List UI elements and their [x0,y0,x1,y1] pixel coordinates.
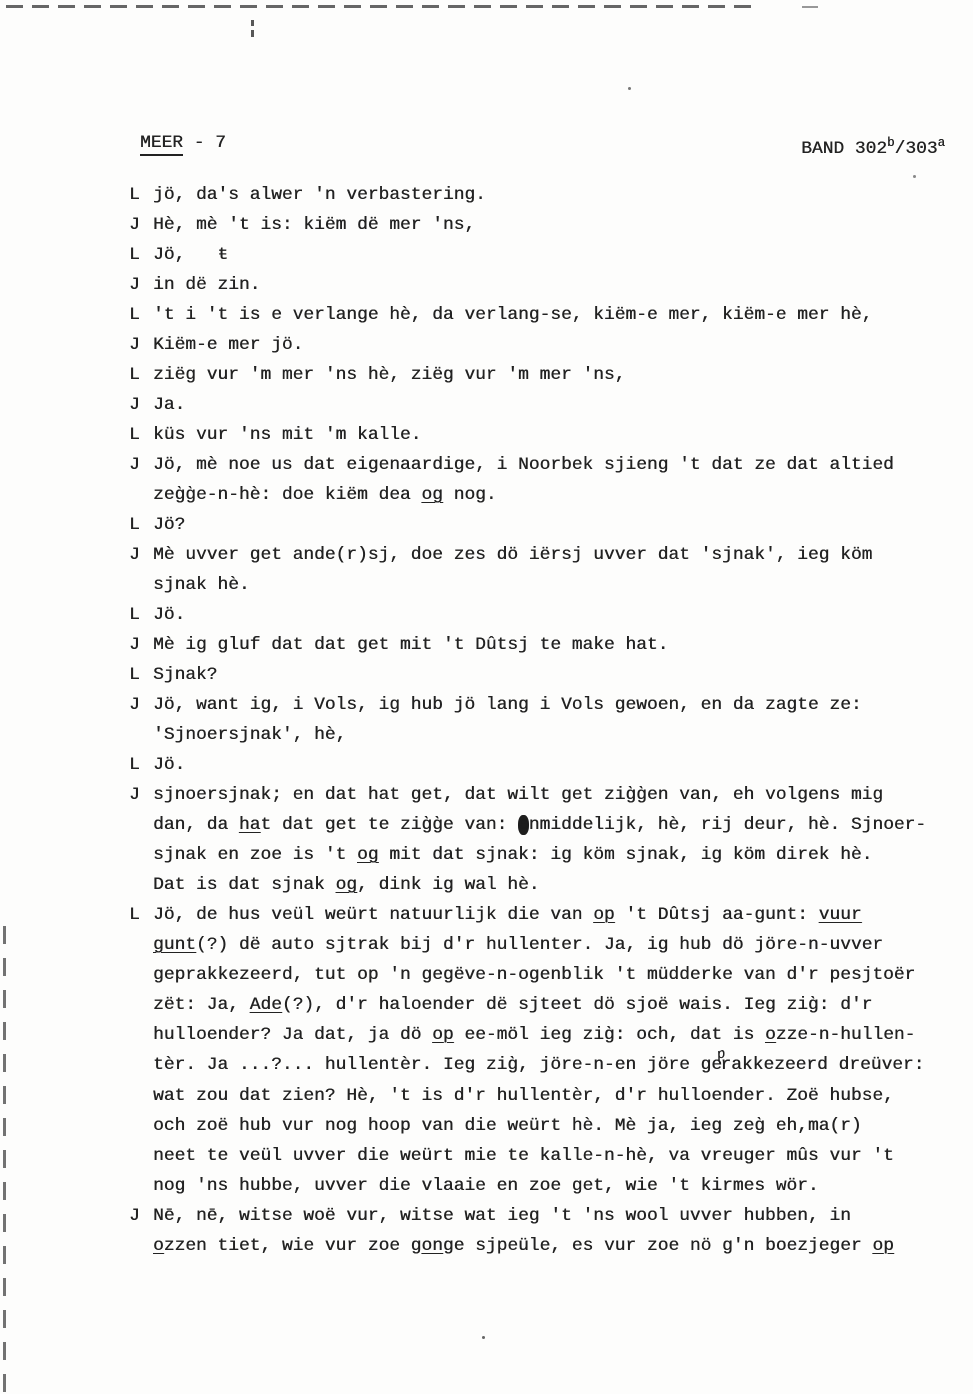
dialog-line-continuation [129,960,953,990]
speaker-label: J [129,695,140,715]
band-superscript-b: b [887,136,895,150]
line-text: Jö. [153,755,186,775]
dialog-line-continuation [129,810,953,840]
photocopy-left-edge [3,926,6,1394]
speaker-label: L [129,515,140,535]
line-text: wat zou dat zien? Hè, 't is d'r hullentèr, d'r hulloender. Zoë hubse, [153,1086,894,1106]
line-text: jö, da's alwer 'n verbastering. [153,185,486,205]
line-text: Jö, mè noe us dat eigenaardige, i Noorbek sjieng 't dat ze dat altied [153,455,894,475]
line-text: Dat is dat sjnak og, dink ig wal hè. [153,875,540,895]
line-text: 't i 't is e verlange hè, da verlang-se, kiëm-e mer, kiëm-e mer hè, [153,305,873,325]
speaker-label: L [129,605,140,625]
dialog-line [129,1201,953,1231]
tape-band-reference [801,128,945,164]
line-text: sjnoersjnak; en dat hat get, dat wilt get zig̀g̀en van, eh volgens mig [153,785,884,805]
speaker-label [129,990,153,1020]
doc-ref-code: MEER [140,133,183,156]
dialog-line-continuation [129,1046,953,1081]
line-text: Mè uvver get ande(r)sj, doe zes dö iërsj uvver dat 'sjnak', ieg köm [153,545,873,565]
band-mid: /303 [894,139,938,159]
dialog-line [129,690,953,720]
dialog-line-continuation [129,1111,953,1141]
line-text: in dë zin. [153,275,261,295]
speaker-label: L [129,755,140,775]
line-text: Kiëm-e mer jö. [153,335,304,355]
speaker-label [129,720,153,750]
speaker-label [129,810,153,840]
dialog-line-continuation [129,1231,953,1261]
line-text: Jö, de hus veül weürt natuurlijk die van op 't Dûtsj aa-gunt: vuur [153,905,862,925]
dialog-line [129,300,953,330]
document-reference [140,128,226,158]
line-text: sjnak hè. [153,575,250,595]
dialog-line [129,600,953,630]
stray-ink-dot [628,87,631,90]
speaker-label: L [129,365,140,385]
speaker-label: J [129,635,140,655]
page-header [140,128,945,164]
dialog-line-continuation [129,870,953,900]
dialog-line [129,180,953,210]
dialog [129,180,953,1261]
line-text: och zoë hub vur nog hoop van die weürt hè. Mè ja, ieg zeg̀ eh,ma(r) [153,1116,862,1136]
line-text: Jö, want ig, i Vols, ig hub jö lang i Vols gewoen, en da zagte ze: [153,695,862,715]
dialog-line-continuation [129,1141,953,1171]
speaker-label: L [129,665,140,685]
dialog-line [129,360,953,390]
speaker-label: L [129,905,140,925]
dialog-line [129,270,953,300]
speaker-label [129,1171,153,1201]
line-text: Ja. [153,395,186,415]
dialog-line [129,450,953,480]
speaker-label [129,480,153,510]
line-text: Jö. [153,605,186,625]
dialog-line [129,240,953,270]
line-text: Nē, nē, witse woë vur, witse wat ieg 't 'ns wool uvver hubben, in [153,1206,851,1226]
dialog-line [129,660,953,690]
band-superscript-a: a [937,136,945,150]
dialog-line [129,540,953,570]
speaker-label [129,840,153,870]
speaker-label [129,930,153,960]
band-prefix: BAND 302 [801,139,888,159]
dialog-line-continuation [129,990,953,1020]
line-text: küs vur 'ns mit 'm kalle. [153,425,422,445]
dialog-line-continuation [129,1020,953,1050]
dialog-line [129,750,953,780]
speaker-label [129,570,153,600]
stray-ink-dot [482,1336,485,1339]
line-text: 'Sjnoersjnak', hè, [153,725,347,745]
line-text: gunt(?) dë auto sjtrak bij d'r hullenter. Ja, ig hub dö jöre-n-uvver [153,935,884,955]
speaker-label [129,1141,153,1171]
speaker-label: L [129,245,140,265]
line-text: Jö? [153,515,186,535]
dialog-line-continuation [129,1171,953,1201]
speaker-label: J [129,215,140,235]
dialog-line [129,510,953,540]
dialog-line [129,420,953,450]
speaker-label [129,1111,153,1141]
dialog-line [129,390,953,420]
line-text: tèr. Ja ...?... hullentèr. Ieg zig̀, jöre-n-en jöre geprakkezeerd dreüver: [153,1050,924,1081]
line-text: Hè, mè 't is: kiëm dë mer 'ns, [153,215,476,235]
photocopy-top-edge-dash [802,6,818,8]
dialog-line [129,900,953,930]
handwritten-insertion-mark: p [715,1046,727,1064]
line-text: ozzen tiet, wie vur zoe gonge sjpeüle, es vur zoe nö g'n boezjeger op [153,1236,894,1256]
dialog-line-continuation [129,840,953,870]
dialog-line-continuation [129,1081,953,1111]
line-text: geprakkezeerd, tut op 'n gegëve-n-ogenblik 't müdderke van d'r pesjtoër [153,965,916,985]
speaker-label: J [129,785,140,805]
dialog-line-continuation [129,930,953,960]
line-text: nog 'ns hubbe, uvver die vlaaie en zoe get, wie 't kirmes wör. [153,1176,819,1196]
speaker-label [129,1020,153,1050]
line-text: sjnak en zoe is 't og mit dat sjnak: ig köm sjnak, ig köm direk hè. [153,845,873,865]
speaker-label: J [129,545,140,565]
line-text: hulloender? Ja dat, ja dö op ee-möl ieg zig̀: och, dat is ozze-n-hullen- [153,1025,916,1045]
speaker-label: J [129,335,140,355]
photocopy-top-edge [6,5,758,8]
speaker-label: J [129,395,140,415]
speaker-label: J [129,455,140,475]
line-text: zeg̀g̀e-n-hè: doe kiëm dea og nog. [153,485,497,505]
speaker-label [129,1231,153,1261]
line-text: ziëg vur 'm mer 'ns hè, ziëg vur 'm mer 'ns, [153,365,626,385]
speaker-label [129,870,153,900]
speaker-label [129,1050,153,1081]
line-text: neet te veül uvver die weürt mie te kalle-n-hè, va vreuger mûs vur 't [153,1146,894,1166]
line-text: Sjnak? [153,665,218,685]
speaker-label: J [129,1206,140,1226]
speaker-label: L [129,425,140,445]
dialog-line [129,330,953,360]
line-text: zët: Ja, Ade(?), d'r haloender dë sjteet dö sjoë wais. Ieg zig̀: d'r [153,995,873,1015]
speaker-label [129,960,153,990]
dialog-line [129,780,953,810]
doc-ref-page-number: - 7 [182,133,226,153]
line-text: dan, da hat dat get te zig̀g̀e van: enmiddelijk, hè, rij deur, hè. Sjnoer- [153,815,927,835]
dialog-line [129,630,953,660]
speaker-label: L [129,185,140,205]
speaker-label: L [129,305,140,325]
dialog-line-continuation [129,480,953,510]
dialog-line [129,210,953,240]
dialog-line-continuation [129,570,953,600]
dialog-line-continuation [129,720,953,750]
line-text: Mè ig gluf dat dat get mit 't Dûtsj te make hat. [153,635,669,655]
speaker-label [129,1081,153,1111]
speaker-label: J [129,275,140,295]
stray-tick-mark [251,20,254,37]
line-text: Jö, ŧ [153,245,229,265]
stray-ink-dot [913,175,916,178]
